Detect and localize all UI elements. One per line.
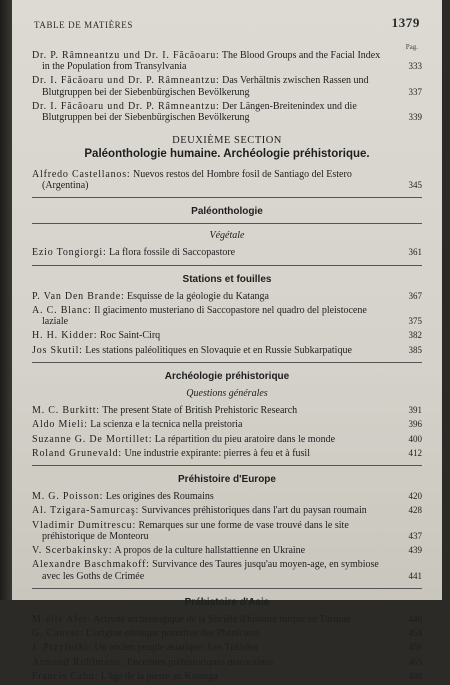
book-gutter-shadow (0, 0, 12, 600)
divider (32, 465, 422, 466)
heading-stations: Stations et fouilles (182, 273, 272, 285)
toc-entry (32, 101, 422, 123)
subheading-vegetale: Végétale (209, 230, 245, 242)
divider (32, 588, 422, 589)
entry-author: Ezio Tongiorgi: (32, 247, 107, 259)
entry-author: Francis Cabu: (32, 670, 99, 682)
entry-author: H. H. Kidder: (32, 330, 98, 342)
entry-page: 400 (408, 433, 422, 444)
entry-author: Aldo Mieli: (32, 419, 88, 431)
divider (32, 265, 422, 266)
top-entries (32, 50, 422, 123)
entry-page: 465 (408, 656, 422, 667)
toc-entry (32, 405, 422, 416)
entry-title: Un ancien peuple asiatique: Les Tukhâra (94, 642, 258, 654)
toc-entry (32, 545, 422, 556)
entry-title: L'origine ethnique primitive des Phéniciens (85, 628, 260, 640)
entry-author: Suzanne G. De Mortillet: (32, 433, 153, 445)
entry-author: Jos Skutil: (32, 344, 83, 356)
subheading-questions: Questions générales (186, 388, 268, 400)
entry-author: V. Scerbakinsky: (32, 545, 113, 557)
entry-page: 375 (408, 316, 422, 327)
document-page (12, 0, 442, 682)
entry-title: Das Verhältnis zwischen Rassen und Blutgruppen bei der Siebenbürgischen Bevölkerung (42, 75, 369, 98)
entry-page: 339 (408, 112, 422, 123)
toc-entry (32, 614, 422, 625)
entry-title: La flora fossile di Saccopastore (109, 247, 236, 259)
entry-page: 439 (408, 545, 422, 556)
entry-title: L'âge de la pierre au Katanga (100, 670, 218, 682)
toc-entry (32, 419, 422, 430)
entry-title: Survivances préhistoriques dans l'art du paysan roumain (141, 505, 367, 517)
toc-entry (32, 330, 422, 341)
toc-entry (32, 345, 422, 356)
entry-title: A propos de la culture hallstattienne en Ukraine (114, 545, 306, 557)
entry-page: 446 (408, 613, 422, 624)
entry-page: 441 (408, 570, 422, 581)
section-title: Paléonthologie humaine. Archéologie préhistorique. (84, 148, 370, 161)
toc-entry (32, 559, 422, 581)
entry-page: 420 (408, 491, 422, 502)
entry-title: Der Längen-Breitenindex und die Blutgruppen bei der Siebenbürgischen Bevölkerung (42, 100, 357, 124)
entry-page: 459 (408, 642, 422, 653)
toc-entry (32, 671, 422, 682)
entry-author: G. Cauvet: (32, 628, 84, 640)
toc-entry (32, 75, 422, 97)
running-title: TABLE DE MATIÈRES (34, 20, 133, 30)
divider (32, 223, 422, 224)
entry-author: Vladimir Dumitrescu: (32, 519, 137, 531)
toc-entry (32, 505, 422, 516)
entry-page: 367 (408, 290, 422, 301)
entry-page: 437 (408, 530, 422, 541)
toc-entry (32, 491, 422, 502)
entry-page: 385 (408, 344, 422, 355)
toc-entry (32, 291, 422, 302)
divider (32, 362, 422, 363)
europe-entries (32, 491, 422, 581)
entry-author: M. G. Poisson: (32, 491, 104, 503)
toc-content (32, 50, 422, 685)
entry-page: 412 (408, 447, 422, 458)
entry-title: Survivance des Taures jusqu'au moyen-age, en symbiose avec les Goths de Crimée (42, 559, 379, 582)
entry-page: 396 (408, 419, 422, 430)
entry-author: Armand Ruhlmann: (32, 656, 125, 668)
entry-title: The Blood Groups and the Facial Index in the Population from Transylvania (42, 50, 381, 73)
toc-entry (32, 434, 422, 445)
toc-entry (32, 305, 422, 327)
entry-title: Nuevos restos del Hombre fosil de Santiago del Estero (Argentina) (42, 168, 352, 191)
entry-title: Activité archéologique de la Société d'histoire turque en Turquie (92, 613, 351, 625)
entry-title: La scienza e la tecnica nella preistoria (90, 419, 243, 431)
toc-entry (32, 448, 422, 459)
running-header (34, 15, 420, 30)
entry-page: 391 (408, 405, 422, 416)
entry-author: Dr. P. Râmneantzu und Dr. I. Făcăoaru: (32, 50, 220, 61)
entry-title: Une industrie expirante: pierres à feu et à fusil (124, 447, 310, 459)
entry-author: P. Van Den Brande: (32, 290, 125, 302)
entry-title: Les stations paléolitiques en Slovaquie et en Russie Subkarpatique (85, 344, 352, 356)
entry-title: Enceintes préhistoriques marocaines (127, 656, 274, 668)
entry-page: 428 (408, 505, 422, 516)
entry-author: Alexandre Baschmakoff: (32, 559, 150, 571)
entry-title: Roc Saint-Cirq (99, 330, 161, 342)
heading-asie: Préhistoire d'Asie (184, 596, 270, 608)
entry-author: J. Przyluski: (32, 642, 92, 654)
archeo-entries (32, 405, 422, 459)
toc-entry (32, 657, 422, 668)
entry-title: Il giacimento musteriano di Saccopastore nel quadro del pleistocene laziale (42, 305, 367, 328)
entry-title: Remarques sur une forme de vase trouvé dans le site préhistorique de Monteoru (42, 519, 349, 542)
entry-author: Dr. I. Făcăoaru und Dr. P. Râmneantzu: (32, 100, 220, 112)
toc-entry (32, 642, 422, 653)
entry-author: A. C. Blanc: (32, 305, 92, 317)
heading-europe: Préhistoire d'Europe (178, 474, 276, 486)
stations-entries (32, 291, 422, 356)
toc-entry (32, 247, 422, 258)
entry-page: 333 (408, 61, 422, 72)
entry-page: 361 (408, 247, 422, 258)
entry-title: Les origines des Roumains (105, 491, 214, 503)
divider (32, 197, 422, 198)
toc-entry (32, 50, 422, 72)
entry-title: Esquisse de la géologie du Katanga (127, 290, 269, 302)
entry-title: La répartition du pieu aratoire dans le monde (154, 433, 336, 445)
entry-author: Roland Grunevald: (32, 447, 122, 459)
entry-page: 345 (408, 179, 422, 190)
toc-entry (32, 628, 422, 639)
page-number: 1379 (391, 15, 420, 30)
toc-entry (32, 169, 422, 191)
entry-page: 454 (408, 628, 422, 639)
entry-page: 382 (408, 330, 422, 341)
entry-author: Al. Tzigara-Samurcaş: (32, 505, 140, 517)
entry-author: Dr. I. Făcăoaru und Dr. P. Râmneantzu: (32, 75, 220, 87)
entry-author: M. C. Burkitt: (32, 405, 100, 417)
entry-page: 488 (408, 670, 422, 681)
toc-entry (32, 520, 422, 542)
paleo-entries (32, 247, 422, 258)
heading-archeologie: Archéologie préhistorique (164, 370, 290, 382)
entry-page: 337 (408, 86, 422, 97)
entry-author: M-elle Afet: (32, 613, 91, 625)
entry-title: The present State of British Prehistoric Research (102, 405, 298, 417)
asie-entries (32, 614, 422, 682)
section-label: DEUXIÈME SECTION (172, 135, 282, 147)
pag-label: Pag. (405, 43, 418, 51)
entry-author: Alfredo Castellanos: (32, 168, 131, 180)
heading-paleonthologie: Paléonthologie (191, 206, 263, 218)
